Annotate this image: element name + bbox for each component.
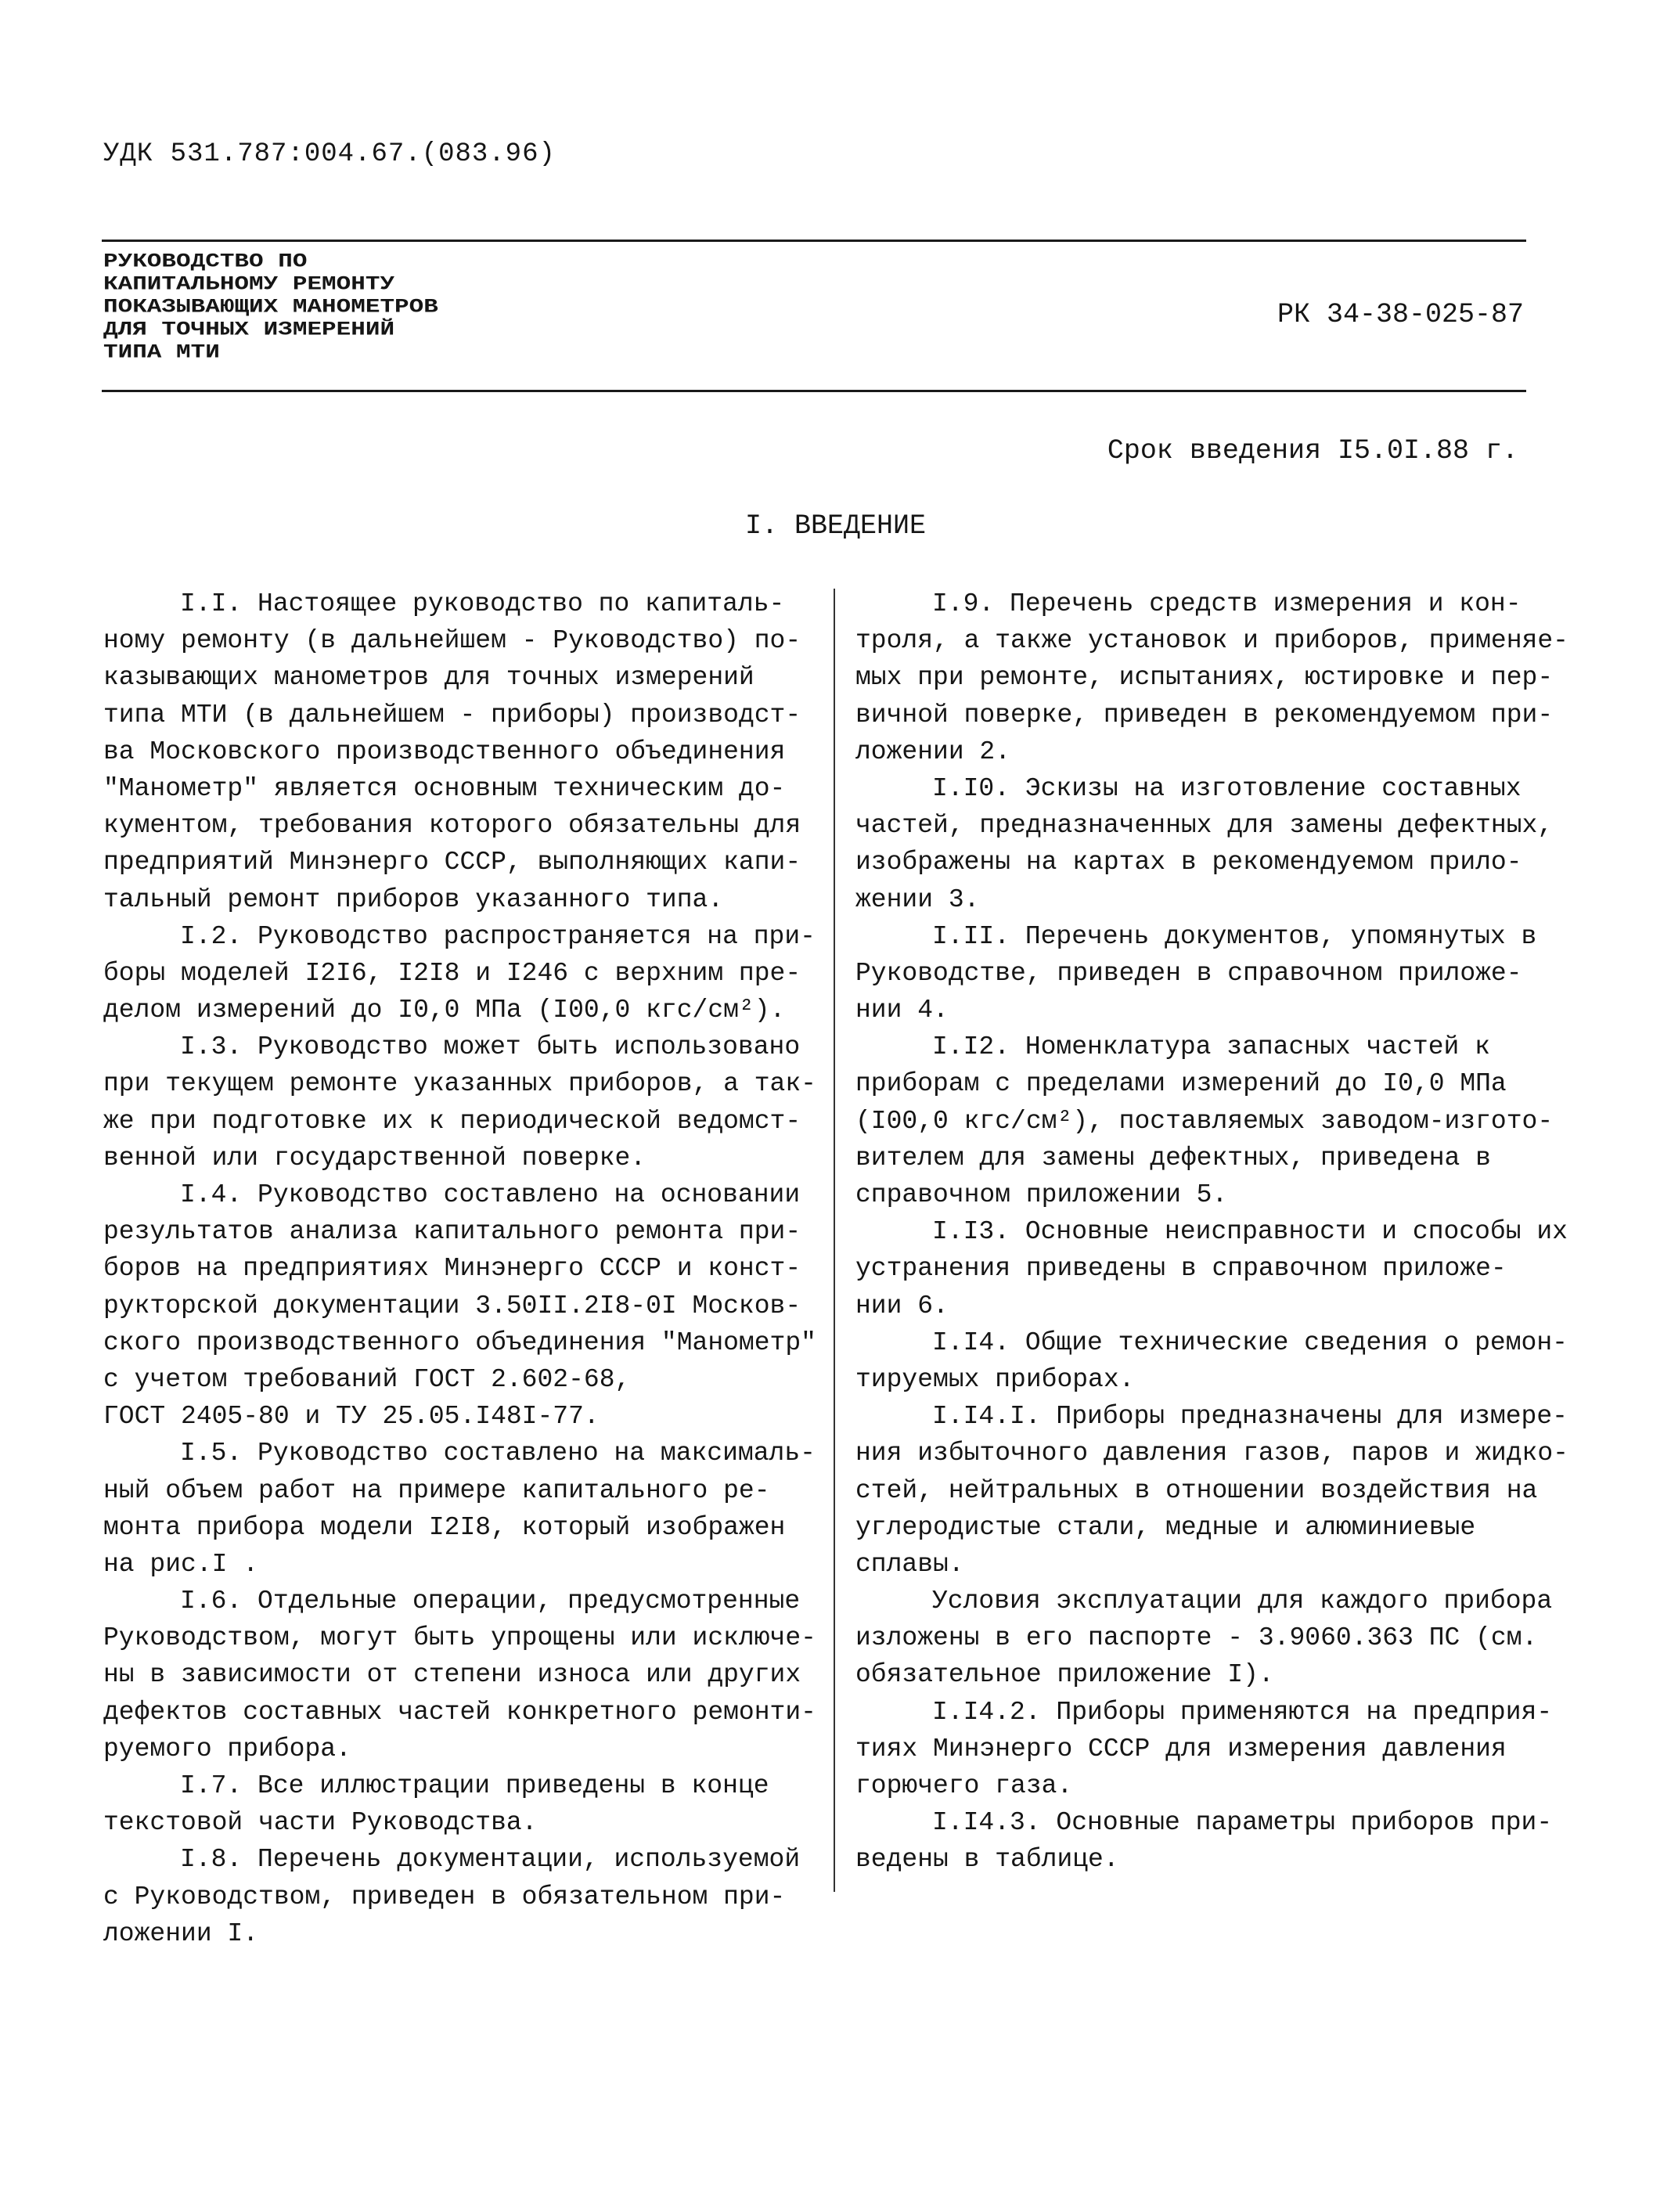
text-line: монта прибора модели I2I8, который изображен	[103, 1512, 786, 1542]
title-block-top-rule	[102, 240, 1526, 242]
text-line: I.II. Перечень документов, упомянутых в	[932, 921, 1537, 951]
document-code: РК 34-38-025-87	[1277, 299, 1525, 330]
text-line: сплавы.	[855, 1549, 964, 1579]
text-line: углеродистые стали, медные и алюминиевые	[855, 1512, 1476, 1542]
text-line: казывающих манометров для точных измерений	[103, 663, 754, 693]
text-line: справочном приложении 5.	[855, 1180, 1228, 1209]
text-line: ны в зависимости от степени износа или других	[103, 1660, 801, 1690]
text-line: I.I3. Основные неисправности и способы их	[932, 1217, 1568, 1247]
text-line: боров на предприятиях Минэнерго СССР и конст-	[103, 1254, 801, 1284]
text-line: ва Московского производственного объединения	[103, 737, 786, 766]
udk-code: УДК 531.787:004.67.(083.96)	[103, 139, 556, 169]
title-block-bottom-rule	[102, 390, 1526, 392]
text-line: же при подготовке их к периодической ведомст-	[103, 1106, 801, 1136]
text-line: I.5. Руководство составлено на максималь-	[180, 1439, 816, 1468]
text-line: горючего газа.	[855, 1771, 1073, 1800]
text-line: I.4. Руководство составлено на основании	[180, 1180, 801, 1209]
text-line: вичной поверке, приведен в рекомендуемом при-	[855, 700, 1554, 730]
text-line: "Манометр" является основным техническим до-	[103, 773, 786, 803]
text-line: на рис.I .	[103, 1549, 259, 1579]
text-line: троля, а также установок и приборов, применяе-	[855, 626, 1568, 656]
text-line: текстовой части Руководства.	[103, 1808, 538, 1838]
text-line: Условия эксплуатации для каждого прибора	[932, 1587, 1553, 1616]
text-line: рукторской документации 3.50II.2I8-0I Москов-	[103, 1291, 801, 1320]
text-line: с учетом требований ГОСТ 2.602-68,	[103, 1364, 631, 1394]
column-divider	[834, 589, 835, 1892]
text-line: ложении 2.	[855, 737, 1011, 766]
text-line: мых при ремонте, испытаниях, юстировке и пер-	[855, 663, 1554, 693]
text-line: приборам с пределами измерений до I0,0 МПа	[855, 1069, 1507, 1099]
text-line: ГОСТ 2405-80 и ТУ 25.05.I48I-77.	[103, 1402, 600, 1432]
title-line: КАПИТАЛЬНОМУ РЕМОНТУ	[103, 273, 395, 296]
text-line: ского производственного объединения "Манометр"	[103, 1328, 816, 1357]
title-line: ТИПА МТИ	[103, 341, 220, 364]
title-line: ДЛЯ ТОЧНЫХ ИЗМЕРЕНИЙ	[103, 319, 395, 341]
text-line: I.7. Все иллюстрации приведены в конце	[180, 1771, 769, 1800]
text-line: боры моделей I2I6, I2I8 и I246 с верхним пре-	[103, 958, 801, 988]
text-line: ложении I.	[103, 1918, 259, 1948]
text-line: I.2. Руководство распространяется на при-	[180, 921, 816, 951]
text-line: кументом, требования которого обязательны для	[103, 811, 801, 841]
text-line: стей, нейтральных в отношении воздействия на	[855, 1475, 1538, 1505]
text-line: венной или государственной поверке.	[103, 1143, 646, 1173]
text-line: с Руководством, приведен в обязательном при-	[103, 1882, 786, 1911]
text-line: I.3. Руководство может быть использовано	[180, 1032, 801, 1062]
left-text-column	[103, 585, 816, 1952]
text-line: руемого прибора.	[103, 1734, 351, 1763]
text-line: Руководством, могут быть упрощены или исключе-	[103, 1623, 816, 1653]
text-line: ный объем работ на примере капитального ре-	[103, 1475, 770, 1505]
text-line: I.I0. Эскизы на изготовление составных	[932, 773, 1522, 803]
text-line: изображены на картах в рекомендуемом прило-	[855, 848, 1522, 877]
text-line: (I00,0 кгс/см²), поставляемых заводом-изгото-	[855, 1106, 1554, 1136]
text-line: Руководстве, приведен в справочном приложе-	[855, 958, 1522, 988]
text-line: тируемых приборах.	[855, 1364, 1135, 1394]
text-line: I.I2. Номенклатура запасных частей к	[932, 1032, 1490, 1062]
text-line: типа МТИ (в дальнейшем - приборы) производст-	[103, 700, 801, 730]
text-line: жении 3.	[855, 884, 980, 914]
text-line: предприятий Минэнерго СССР, выполняющих капи-	[103, 848, 801, 877]
text-line: вителем для замены дефектных, приведена в	[855, 1143, 1491, 1173]
text-line: тальный ремонт приборов указанного типа.	[103, 884, 724, 914]
text-line: нии 6.	[855, 1291, 949, 1320]
text-line: нии 4.	[855, 996, 949, 1025]
text-line: I.I. Настоящее руководство по капиталь-	[180, 589, 785, 618]
text-line: тиях Минэнерго СССР для измерения давления	[855, 1734, 1507, 1763]
text-line: I.8. Перечень документации, используемой	[180, 1845, 801, 1875]
text-line: I.9. Перечень средств измерения и кон-	[932, 589, 1522, 618]
text-line: устранения приведены в справочном приложе-	[855, 1254, 1507, 1284]
right-text-column	[855, 585, 1569, 1879]
text-line: при текущем ремонте указанных приборов, а так-	[103, 1069, 816, 1099]
section-heading: I. ВВЕДЕНИЕ	[744, 510, 927, 542]
text-line: I.I4.2. Приборы применяются на предприя-	[932, 1697, 1553, 1727]
text-line: результатов анализа капитального ремонта при-	[103, 1217, 801, 1247]
text-line: частей, предназначенных для замены дефектных,	[855, 811, 1554, 841]
text-line: изложены в его паспорте - 3.9060.363 ПС (см.	[855, 1623, 1538, 1653]
text-line: ведены в таблице.	[855, 1845, 1119, 1875]
text-line: ния избыточного давления газов, паров и жидко-	[855, 1439, 1568, 1468]
text-line: I.6. Отдельные операции, предусмотренные	[180, 1587, 801, 1616]
text-line: дефектов составных частей конкретного ремонти-	[103, 1697, 816, 1727]
text-line: I.I4.I. Приборы предназначены для измере-	[932, 1402, 1568, 1432]
effective-date: Срок введения I5.0I.88 г.	[1107, 435, 1518, 467]
document-title	[103, 250, 438, 364]
text-line: I.I4.3. Основные параметры приборов при-	[932, 1808, 1553, 1838]
title-line: ПОКАЗЫВАЮЩИХ МАНОМЕТРОВ	[103, 296, 438, 319]
text-line: I.I4. Общие технические сведения о ремон-	[932, 1328, 1568, 1357]
text-line: обязательное приложение I).	[855, 1660, 1274, 1690]
title-line: РУКОВОДСТВО ПО	[103, 250, 308, 273]
text-line: делом измерений до I0,0 МПа (I00,0 кгс/см²).	[103, 996, 786, 1025]
text-line: ному ремонту (в дальнейшем - Руководство) по-	[103, 626, 801, 656]
